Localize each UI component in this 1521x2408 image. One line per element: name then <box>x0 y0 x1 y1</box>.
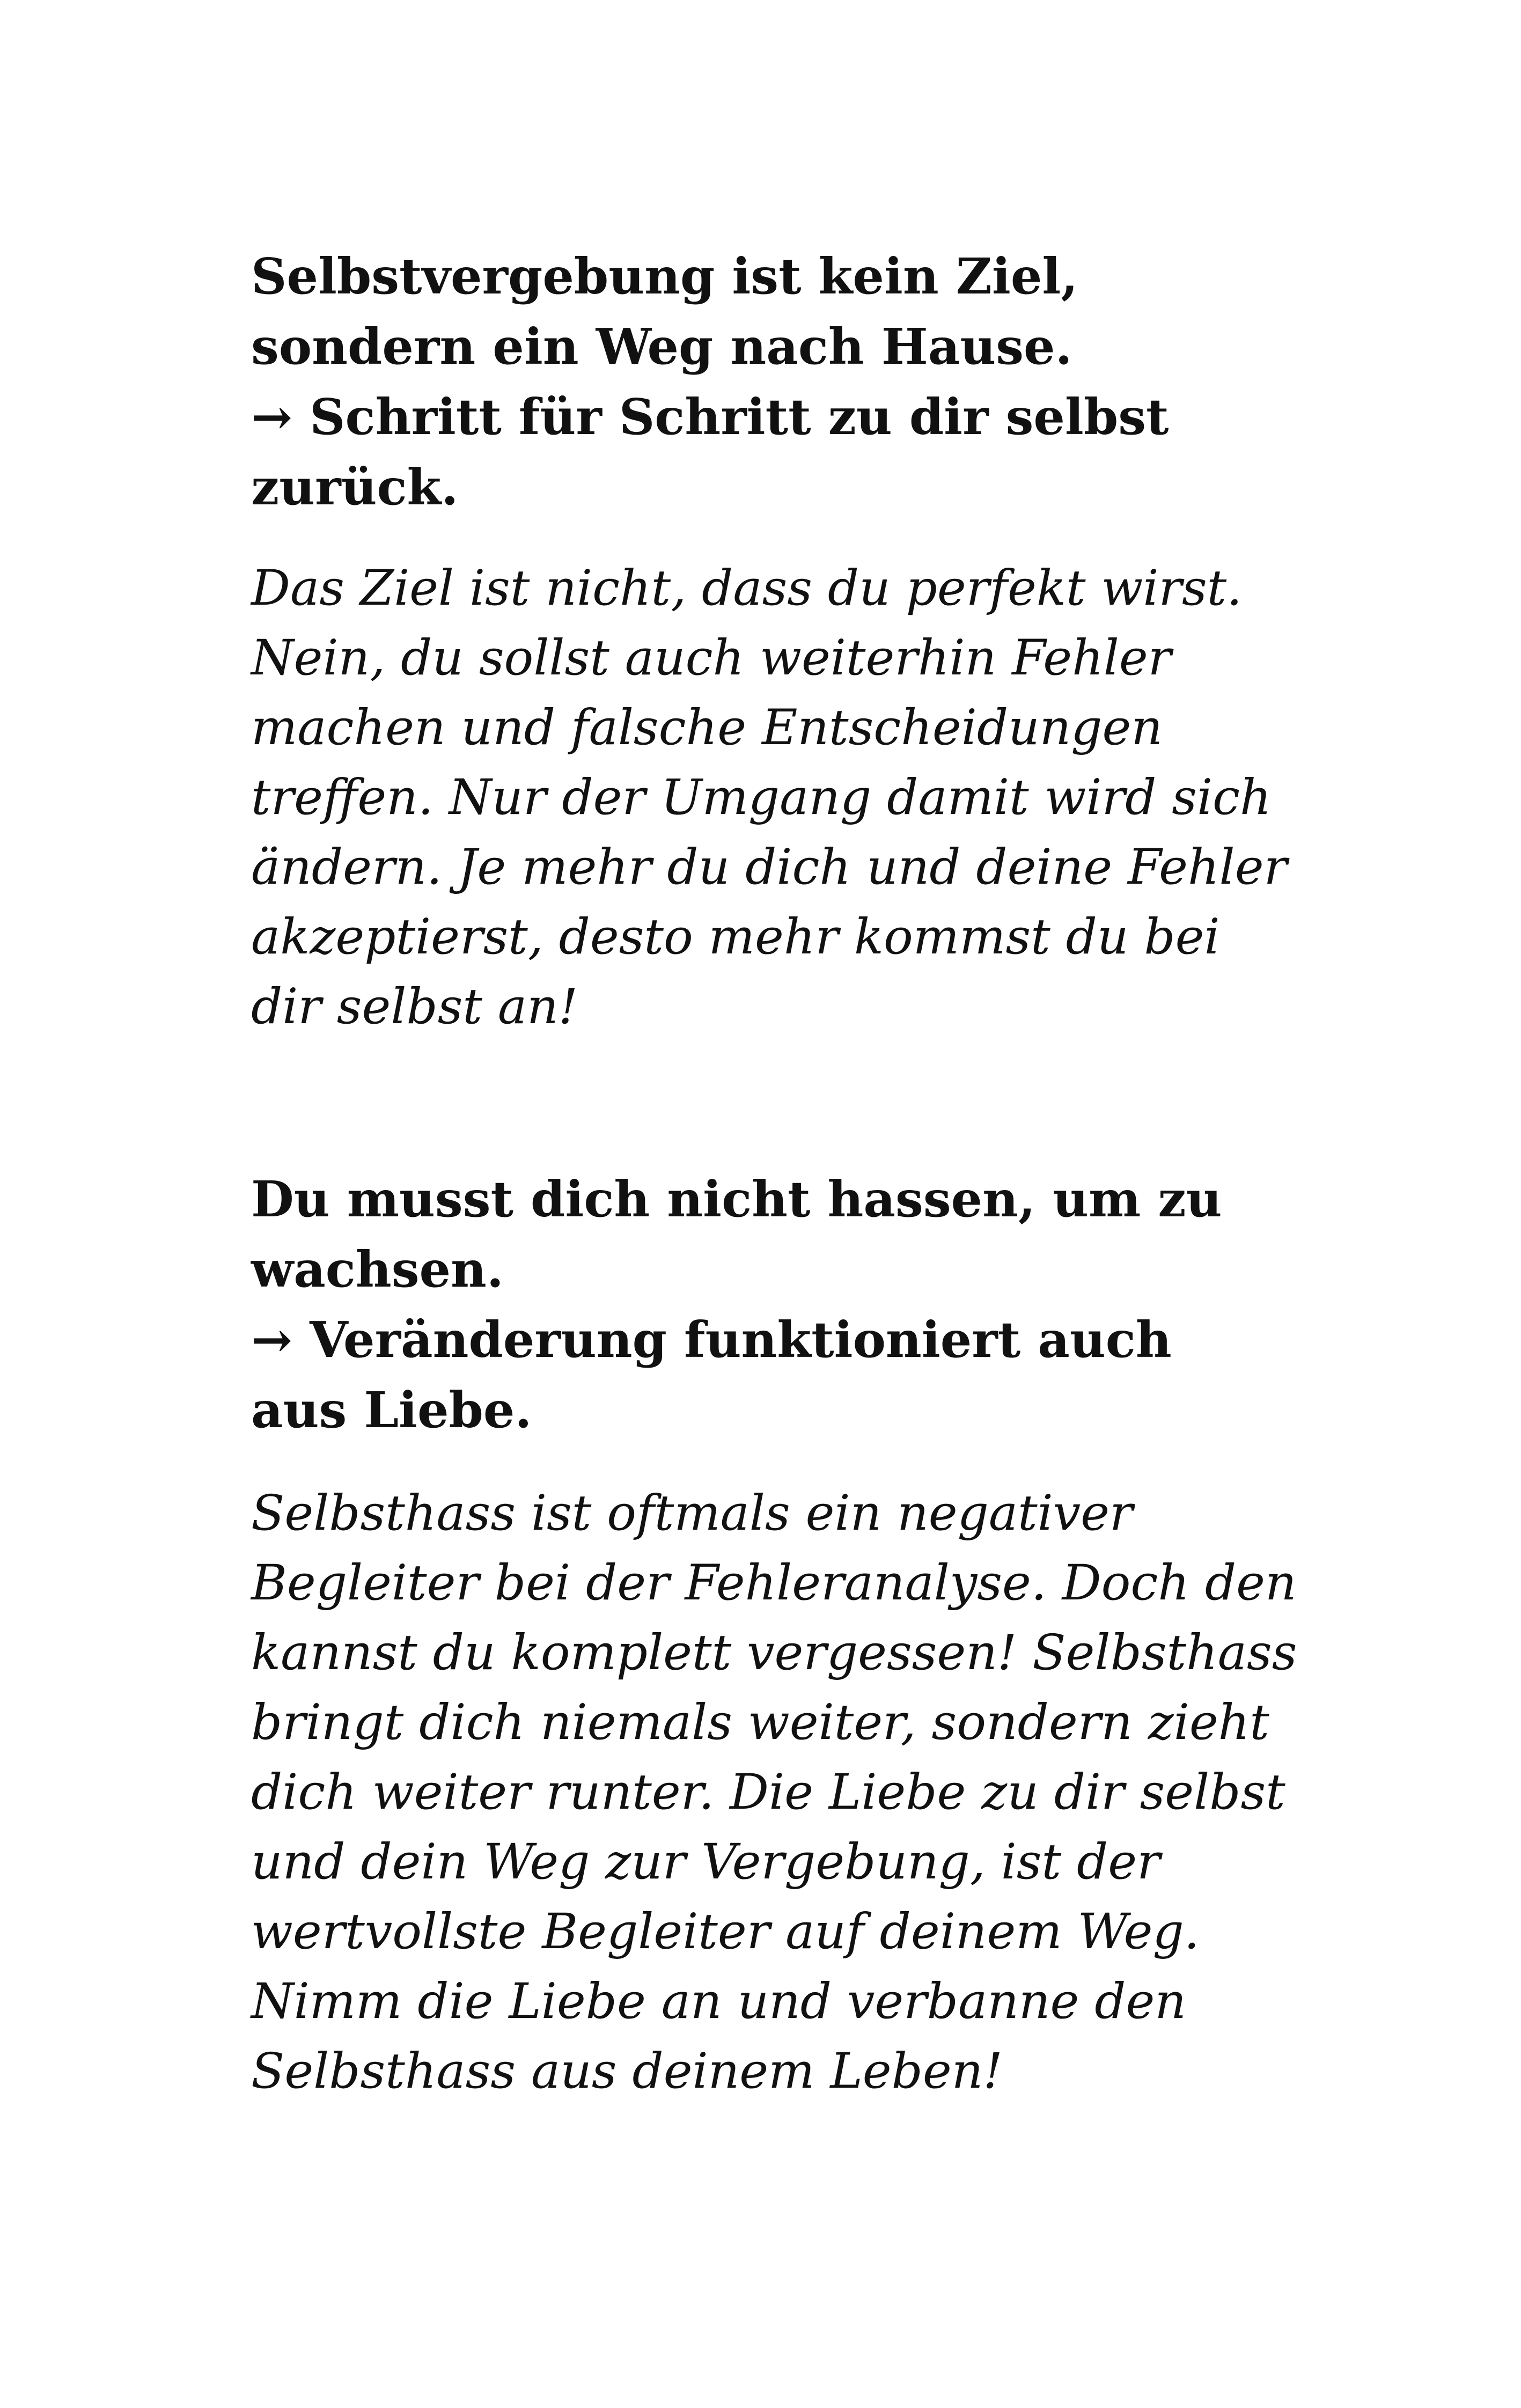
body-line: Nein, du sollst auch weiterhin Fehler <box>251 630 1172 686</box>
heading-line: wachsen. <box>251 1240 504 1298</box>
body-line: akzeptierst, desto mehr kommst du bei <box>251 909 1220 965</box>
heading-line: → Schritt für Schritt zu dir selbst <box>251 388 1169 446</box>
body-line: machen und falsche Entscheidungen <box>251 700 1163 756</box>
body-line: Nimm die Liebe an und verbanne den <box>251 1973 1186 2030</box>
section-1-body <box>251 554 1287 1042</box>
body-line: kannst du komplett vergessen! Selbsthass <box>251 1625 1297 1681</box>
body-line: ändern. Je mehr du dich und deine Fehler <box>251 839 1288 895</box>
body-line: Das Ziel ist nicht, dass du perfekt wirst. <box>251 560 1243 616</box>
heading-line: Selbstvergebung ist kein Ziel, <box>251 247 1078 305</box>
body-line: wertvollste Begleiter auf deinem Weg. <box>251 1904 1200 1960</box>
section-2-body <box>251 1479 1297 2106</box>
heading-line: Du musst dich nicht hassen, um zu <box>251 1170 1222 1228</box>
heading-line: aus Liebe. <box>251 1381 532 1439</box>
heading-line: zurück. <box>251 458 459 516</box>
section-2-heading <box>251 1164 1222 1445</box>
heading-line: sondern ein Weg nach Hause. <box>251 318 1072 376</box>
body-line: Begleiter bei der Fehleranalyse. Doch den <box>251 1555 1297 1611</box>
section-1-heading <box>251 241 1169 523</box>
body-line: dir selbst an! <box>251 979 578 1035</box>
body-line: Selbsthass ist oftmals ein negativer <box>251 1485 1133 1541</box>
body-line: dich weiter runter. Die Liebe zu dir selbst <box>251 1764 1285 1820</box>
body-line: und dein Weg zur Vergebung, ist der <box>251 1834 1160 1890</box>
heading-line: → Veränderung funktioniert auch <box>251 1311 1172 1369</box>
body-line: treffen. Nur der Umgang damit wird sich <box>251 769 1272 826</box>
body-line: bringt dich niemals weiter, sondern zieht <box>251 1694 1269 1751</box>
body-line: Selbsthass aus deinem Leben! <box>251 2043 1003 2099</box>
